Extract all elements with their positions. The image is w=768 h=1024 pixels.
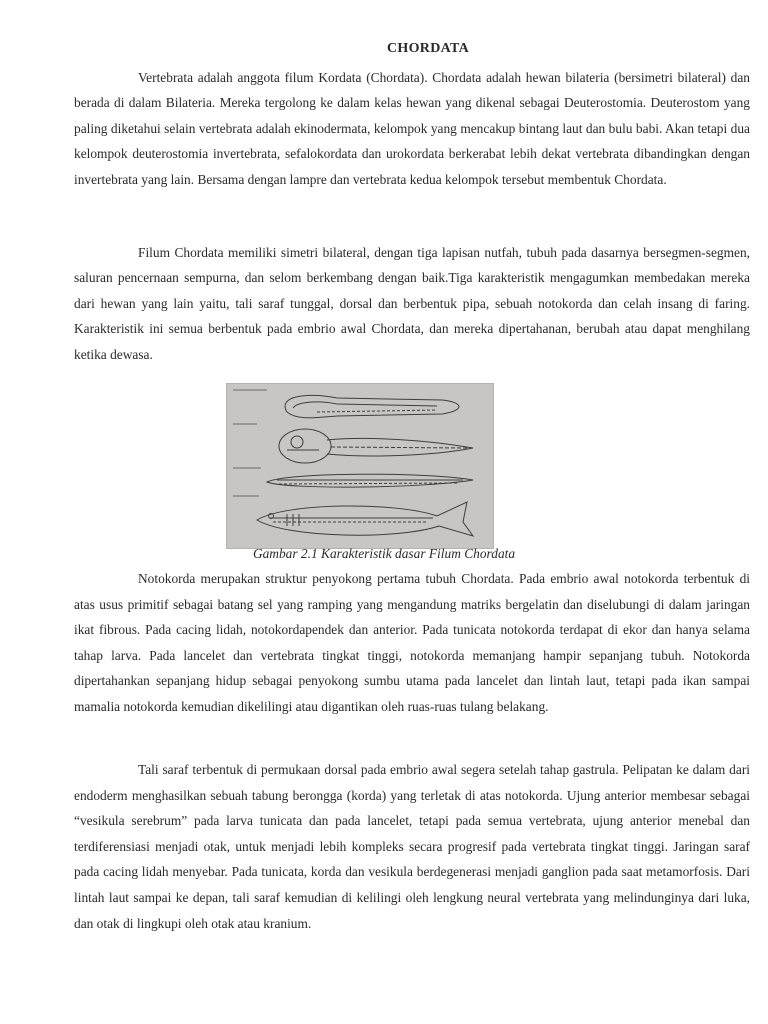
paragraph-1: Vertebrata adalah anggota filum Kordata (Chordata). Chordata adalah hewan bilateria (bersimetri bilateral) dan berada di dalam Bilateria. Mereka tergolong ke dalam kelas hewan yang dikenal sebagai Deuterostomia. Deuterostom yang paling diketahui selain vertebrata adalah ekinodermata, kelompok yang mencakup bintang laut dan bulu babi. Akan tetapi dua kelompok deuterostomia invertebrata, sefalokordata dan urokordata berkerabat lebih dekat vertebrata dibandingkan dengan invertebrata yang lain. Bersama dengan lampre dan vertebrata kedua kelompok tersebut membentuk Chordata. (74, 70, 750, 187)
figure-caption: Gambar 2.1 Karakteristik dasar Filum Chordata (252, 546, 516, 561)
document-title: CHORDATA (387, 41, 469, 56)
paragraph-2: Filum Chordata memiliki simetri bilateral, dengan tiga lapisan nutfah, tubuh pada dasarnya bersegmen-segmen, saluran pencernaan sempurna, dan selom berkembang dengan baik.Tiga karakteristik mengagumkan membedakan mereka dari hewan yang lain yaitu, tali saraf tunggal, dorsal dan berbentuk pipa, sebuah notokorda dan celah insang di faring. Karakteristik ini semua berbentuk pada embrio awal Chordata, dan mereka dipertahanan, berubah atau dapat menghilang ketika dewasa. (74, 245, 750, 362)
chordata-diagram-figure (226, 383, 494, 549)
paragraph-3: Notokorda merupakan struktur penyokong pertama tubuh Chordata. Pada embrio awal notokorda terbentuk di atas usus primitif sebagai batang sel yang ramping yang mengandung matriks bergelatin dan diselubungi di dalam jaringan ikat fibrous. Pada cacing lidah, notokordapendek dan anterior. Pada tunicata notokorda terdapat di ekor dan hanya selama tahap larva. Pada lancelet dan vertebrata tingkat tinggi, notokorda memanjang hampir sepanjang tubuh. Notokorda dipertahankan sepanjang hidup sebagai penyokong sumbu utama pada lancelet dan lintah laut, tetapi pada ikan sampai mamalia notokorda kemudian dikelilingi atau digantikan oleh ruas-ruas tulang belakang. (74, 571, 750, 714)
chordata-diagram-image (227, 384, 493, 548)
paragraph-4: Tali saraf terbentuk di permukaan dorsal pada embrio awal segera setelah tahap gastrula. Pelipatan ke dalam dari endoderm menghasilkan sebuah tabung berongga (korda) yang terletak di atas notokorda. Ujung anterior membesar sebagai “vesikula serebrum” pada larva tunicata dan pada lancelet, tetapi pada semua vertebrata, ujung anterior menebal dan terdiferensiasi menjadi otak, untuk menjadi lebih kompleks secara progresif pada vertebrata tingkat tinggi. Jaringan saraf pada cacing lidah menyebar. Pada tunicata, korda dan vesikula berdegenerasi menjadi ganglion pada saat metamorfosis. Dari lintah laut sampai ke depan, tali saraf kemudian di kelilingi oleh lengkung neural vertebrata yang melindunginya dari luka, dan otak di lingkupi oleh otak atau kranium. (74, 762, 750, 931)
